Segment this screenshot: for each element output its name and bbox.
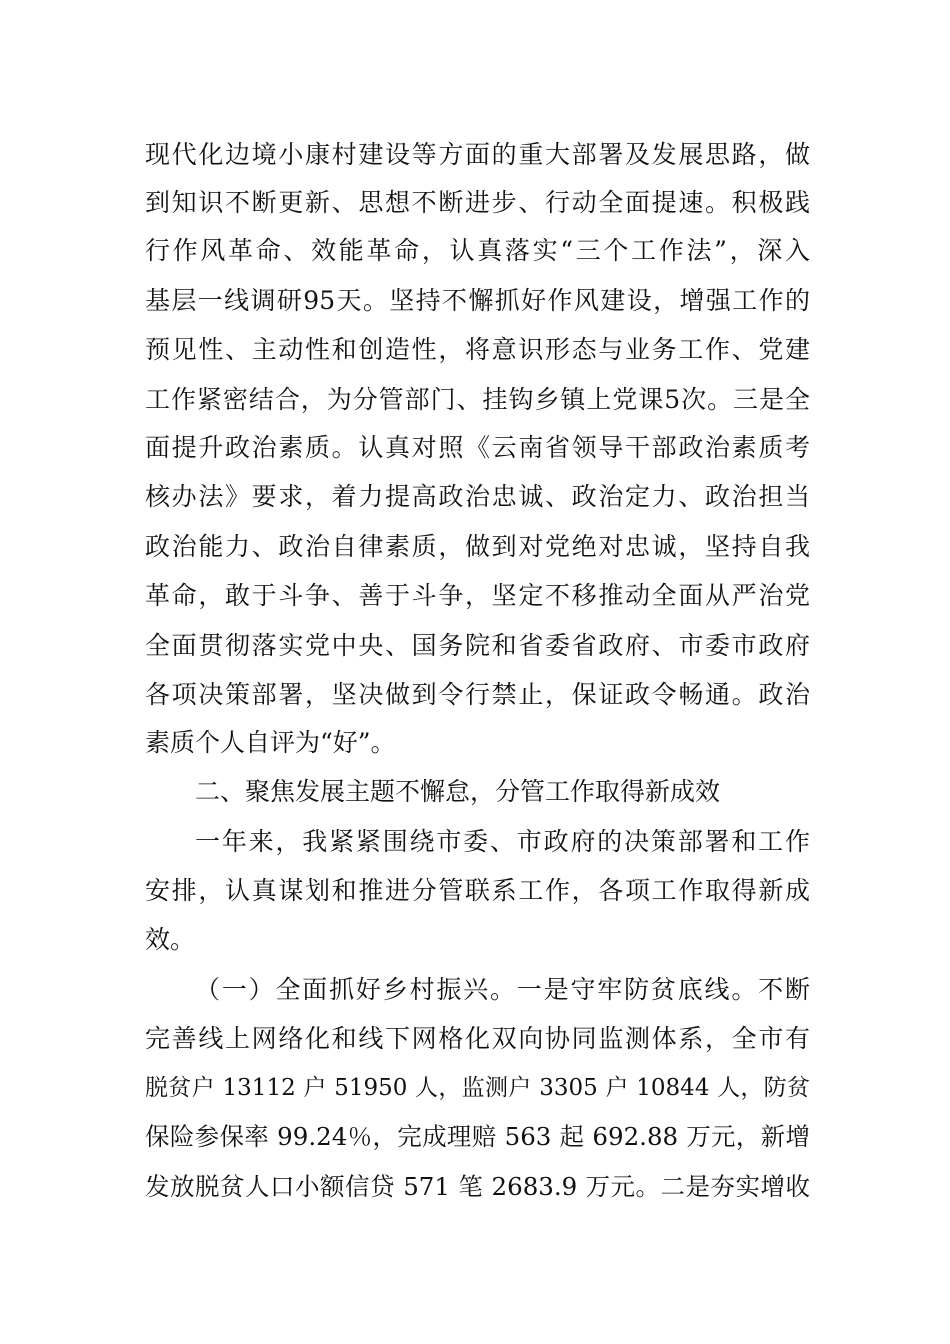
text-line: 安排，认真谋划和推进分管联系工作，各项工作取得新成 (145, 876, 810, 905)
text-line: 完善线上网络化和线下网格化双向协同监测体系，全市有 (145, 1024, 810, 1053)
text-line: 现代化边境小康村建设等方面的重大部署及发展思路，做 (145, 140, 810, 169)
text-line: 行作风革命、效能革命，认真落实“三个工作法”，深入 (145, 236, 810, 265)
text-line: 基层一线调研95天。坚持不懈抓好作风建设，增强工作的 (145, 286, 810, 315)
section-heading: 二、聚焦发展主题不懈怠，分管工作取得新成效 (195, 777, 721, 806)
text-line: 预见性、主动性和创造性，将意识形态与业务工作、党建 (145, 335, 810, 364)
text-line: 到知识不断更新、思想不断进步、行动全面提速。积极践 (145, 188, 810, 217)
text-line: 保险参保率 99.24％，完成理赔 563 起 692.88 万元，新增 (145, 1122, 810, 1151)
text-line: 各项决策部署，坚决做到令行禁止，保证政令畅通。政治 (145, 680, 810, 709)
text-line: 面提升政治素质。认真对照《云南省领导干部政治素质考 (145, 433, 810, 462)
text-line: 核办法》要求，着力提高政治忠诚、政治定力、政治担当 (145, 482, 810, 511)
text-line: 工作紧密结合，为分管部门、挂钩乡镇上党课5次。三是全 (145, 385, 810, 414)
text-line: 政治能力、政治自律素质，做到对党绝对忠诚，坚持自我 (145, 532, 810, 561)
text-line: 全面贯彻落实党中央、国务院和省委省政府、市委市政府 (145, 631, 810, 660)
text-line: 脱贫户 13112 户 51950 人，监测户 3305 户 10844 人，防贫 (145, 1075, 810, 1101)
text-line: 素质个人自评为“好”。 (145, 728, 396, 757)
text-line: 一年来，我紧紧围绕市委、市政府的决策部署和工作 (195, 827, 810, 856)
text-line: 革命，敢于斗争、善于斗争，坚定不移推动全面从严治党 (145, 581, 810, 610)
text-line: 效。 (145, 925, 196, 954)
text-line: 发放脱贫人口小额信贷 571 笔 2683.9 万元。二是夯实增收 (145, 1172, 810, 1201)
text-line: （一）全面抓好乡村振兴。一是守牢防贫底线。不断 (195, 975, 810, 1004)
